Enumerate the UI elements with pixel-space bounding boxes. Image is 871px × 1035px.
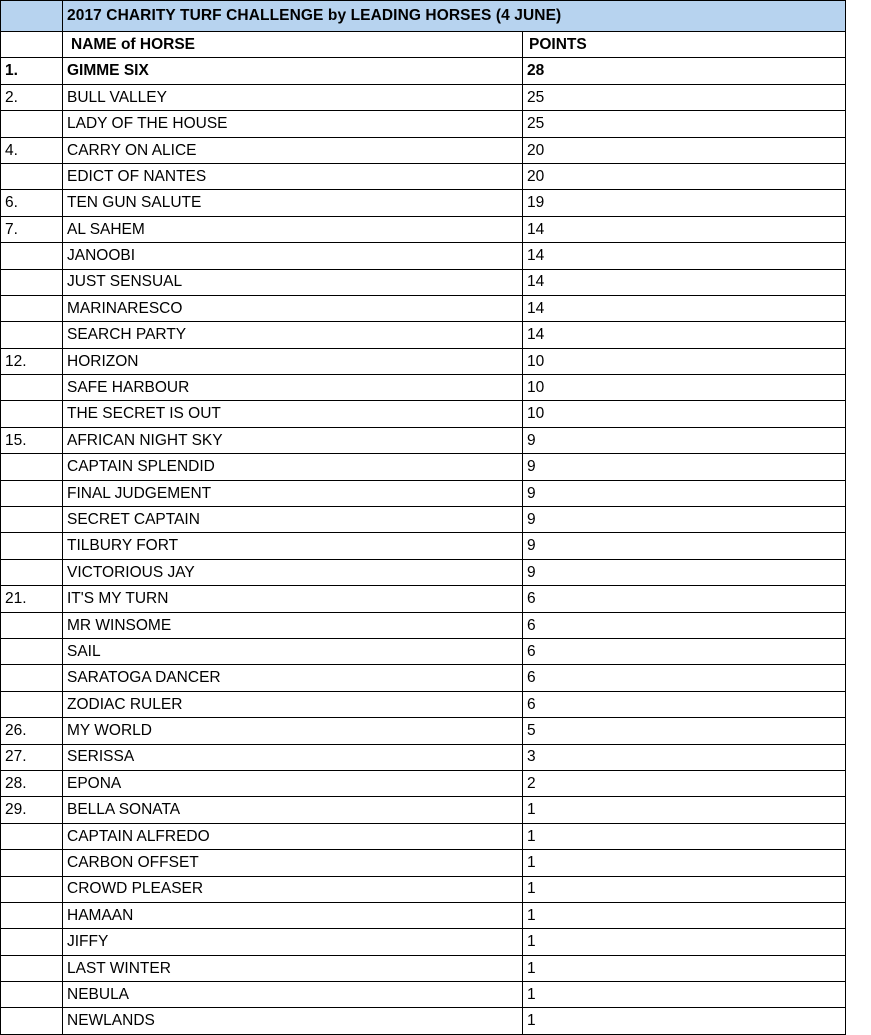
- cell-rank: [1, 480, 63, 506]
- cell-horse-name: CROWD PLEASER: [63, 876, 523, 902]
- cell-points: 6: [523, 665, 846, 691]
- table-row: [1, 58, 846, 84]
- table-row: [1, 929, 846, 955]
- cell-horse-name: LADY OF THE HOUSE: [63, 111, 523, 137]
- cell-horse-name: TEN GUN SALUTE: [63, 190, 523, 216]
- cell-horse-name: EDICT OF NANTES: [63, 163, 523, 189]
- cell-rank: [1, 269, 63, 295]
- cell-horse-name: BULL VALLEY: [63, 84, 523, 110]
- cell-points: 1: [523, 823, 846, 849]
- cell-horse-name: IT'S MY TURN: [63, 586, 523, 612]
- cell-points: 10: [523, 375, 846, 401]
- table-row: [1, 638, 846, 664]
- table-row: [1, 375, 846, 401]
- cell-rank: [1, 375, 63, 401]
- cell-rank: 4.: [1, 137, 63, 163]
- cell-points: 9: [523, 454, 846, 480]
- cell-points: 10: [523, 401, 846, 427]
- cell-horse-name: GIMME SIX: [63, 58, 523, 84]
- cell-points: 10: [523, 348, 846, 374]
- cell-rank: [1, 111, 63, 137]
- table-body: [1, 1, 846, 1035]
- cell-horse-name: FINAL JUDGEMENT: [63, 480, 523, 506]
- table-row: [1, 137, 846, 163]
- cell-horse-name: JUST SENSUAL: [63, 269, 523, 295]
- cell-rank: [1, 507, 63, 533]
- cell-points: 14: [523, 216, 846, 242]
- cell-rank: [1, 929, 63, 955]
- cell-rank: [1, 454, 63, 480]
- table-row: [1, 718, 846, 744]
- cell-rank: [1, 243, 63, 269]
- cell-points: 6: [523, 691, 846, 717]
- cell-points: 1: [523, 982, 846, 1008]
- cell-horse-name: CAPTAIN ALFREDO: [63, 823, 523, 849]
- table-row: [1, 348, 846, 374]
- cell-horse-name: ZODIAC RULER: [63, 691, 523, 717]
- cell-rank: 28.: [1, 770, 63, 796]
- table-row: [1, 84, 846, 110]
- cell-points: 14: [523, 269, 846, 295]
- table-row: [1, 770, 846, 796]
- cell-points: 9: [523, 559, 846, 585]
- cell-horse-name: VICTORIOUS JAY: [63, 559, 523, 585]
- cell-points: 9: [523, 480, 846, 506]
- cell-points: 14: [523, 243, 846, 269]
- cell-points: 25: [523, 111, 846, 137]
- cell-horse-name: EPONA: [63, 770, 523, 796]
- cell-rank: 7.: [1, 216, 63, 242]
- cell-rank: [1, 638, 63, 664]
- cell-horse-name: CARBON OFFSET: [63, 850, 523, 876]
- cell-points: 1: [523, 929, 846, 955]
- table-row: [1, 216, 846, 242]
- table-row: [1, 190, 846, 216]
- column-header-rank: [1, 32, 63, 58]
- cell-rank: [1, 876, 63, 902]
- cell-horse-name: CARRY ON ALICE: [63, 137, 523, 163]
- cell-rank: [1, 850, 63, 876]
- cell-points: 6: [523, 612, 846, 638]
- cell-rank: [1, 163, 63, 189]
- table-row: [1, 427, 846, 453]
- cell-horse-name: SERISSA: [63, 744, 523, 770]
- table-row: [1, 876, 846, 902]
- table-row: [1, 691, 846, 717]
- table-row: [1, 665, 846, 691]
- cell-rank: [1, 955, 63, 981]
- cell-points: 20: [523, 137, 846, 163]
- table-row: [1, 243, 846, 269]
- cell-points: 1: [523, 1008, 846, 1034]
- cell-horse-name: NEBULA: [63, 982, 523, 1008]
- cell-horse-name: LAST WINTER: [63, 955, 523, 981]
- cell-points: 1: [523, 797, 846, 823]
- cell-points: 14: [523, 295, 846, 321]
- cell-horse-name: SECRET CAPTAIN: [63, 507, 523, 533]
- cell-rank: [1, 533, 63, 559]
- cell-rank: 21.: [1, 586, 63, 612]
- cell-points: 3: [523, 744, 846, 770]
- cell-rank: 2.: [1, 84, 63, 110]
- cell-rank: 27.: [1, 744, 63, 770]
- table-row: [1, 269, 846, 295]
- cell-rank: 29.: [1, 797, 63, 823]
- title-row-blank-cell: [1, 1, 63, 32]
- cell-points: 1: [523, 850, 846, 876]
- table-row: [1, 1008, 846, 1034]
- cell-points: 6: [523, 586, 846, 612]
- cell-points: 14: [523, 322, 846, 348]
- cell-rank: [1, 665, 63, 691]
- table-row: [1, 295, 846, 321]
- table-row: [1, 454, 846, 480]
- title-row: [1, 1, 846, 32]
- cell-rank: [1, 612, 63, 638]
- table-row: [1, 797, 846, 823]
- cell-horse-name: MR WINSOME: [63, 612, 523, 638]
- cell-rank: [1, 1008, 63, 1034]
- cell-points: 9: [523, 507, 846, 533]
- cell-horse-name: MARINARESCO: [63, 295, 523, 321]
- table-row: [1, 612, 846, 638]
- cell-points: 2: [523, 770, 846, 796]
- cell-rank: [1, 902, 63, 928]
- cell-rank: [1, 401, 63, 427]
- cell-points: 9: [523, 427, 846, 453]
- cell-points: 1: [523, 902, 846, 928]
- cell-rank: [1, 559, 63, 585]
- cell-horse-name: SARATOGA DANCER: [63, 665, 523, 691]
- cell-rank: 26.: [1, 718, 63, 744]
- cell-horse-name: HAMAAN: [63, 902, 523, 928]
- cell-rank: [1, 295, 63, 321]
- cell-rank: [1, 322, 63, 348]
- cell-rank: 6.: [1, 190, 63, 216]
- table-row: [1, 850, 846, 876]
- column-header-points: POINTS: [523, 32, 846, 58]
- table-row: [1, 586, 846, 612]
- cell-horse-name: THE SECRET IS OUT: [63, 401, 523, 427]
- table-row: [1, 533, 846, 559]
- cell-horse-name: AL SAHEM: [63, 216, 523, 242]
- cell-horse-name: AFRICAN NIGHT SKY: [63, 427, 523, 453]
- cell-points: 1: [523, 955, 846, 981]
- table-row: [1, 744, 846, 770]
- page-title: 2017 CHARITY TURF CHALLENGE by LEADING HORSES (4 JUNE): [63, 1, 846, 32]
- cell-points: 5: [523, 718, 846, 744]
- table-row: [1, 507, 846, 533]
- cell-horse-name: HORIZON: [63, 348, 523, 374]
- cell-horse-name: TILBURY FORT: [63, 533, 523, 559]
- column-header-name: NAME of HORSE: [63, 32, 523, 58]
- cell-rank: [1, 823, 63, 849]
- table-row: [1, 559, 846, 585]
- table-row: [1, 480, 846, 506]
- table-row: [1, 111, 846, 137]
- table-row: [1, 955, 846, 981]
- cell-points: 25: [523, 84, 846, 110]
- cell-horse-name: MY WORLD: [63, 718, 523, 744]
- cell-points: 9: [523, 533, 846, 559]
- cell-rank: 1.: [1, 58, 63, 84]
- table-row: [1, 982, 846, 1008]
- cell-horse-name: SAFE HARBOUR: [63, 375, 523, 401]
- table-row: [1, 823, 846, 849]
- cell-horse-name: SEARCH PARTY: [63, 322, 523, 348]
- cell-points: 1: [523, 876, 846, 902]
- table-row: [1, 163, 846, 189]
- cell-horse-name: CAPTAIN SPLENDID: [63, 454, 523, 480]
- cell-rank: [1, 691, 63, 717]
- cell-points: 6: [523, 638, 846, 664]
- header-row: [1, 32, 846, 58]
- cell-rank: 15.: [1, 427, 63, 453]
- cell-horse-name: BELLA SONATA: [63, 797, 523, 823]
- cell-points: 20: [523, 163, 846, 189]
- cell-points: 19: [523, 190, 846, 216]
- cell-rank: 12.: [1, 348, 63, 374]
- cell-horse-name: JANOOBI: [63, 243, 523, 269]
- table-row: [1, 902, 846, 928]
- cell-horse-name: JIFFY: [63, 929, 523, 955]
- table-row: [1, 322, 846, 348]
- cell-points: 28: [523, 58, 846, 84]
- cell-rank: [1, 982, 63, 1008]
- cell-horse-name: NEWLANDS: [63, 1008, 523, 1034]
- table-row: [1, 401, 846, 427]
- cell-horse-name: SAIL: [63, 638, 523, 664]
